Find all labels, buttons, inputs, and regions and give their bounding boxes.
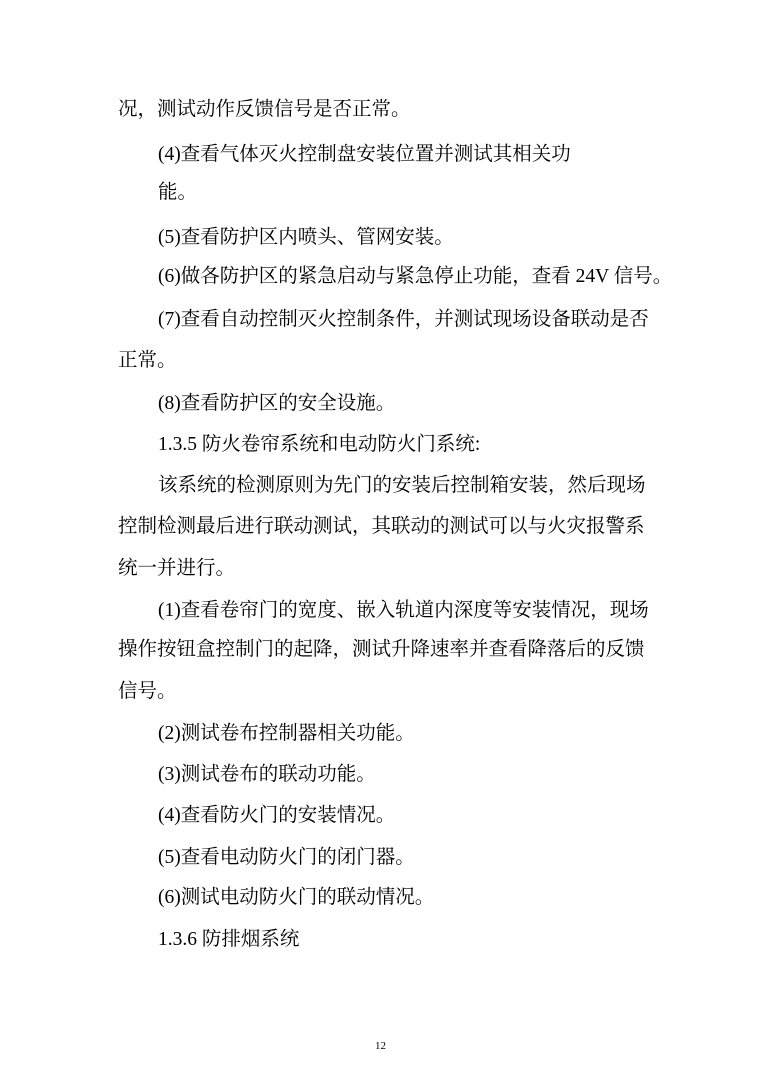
text-line: (4)查看气体灭火控制盘安装位置并测试其相关功 (158, 144, 571, 165)
text-line: 正常。 (118, 350, 177, 371)
text-line: (8)查看防护区的安全设施。 (158, 393, 396, 414)
text-line: (6)做各防护区的紧急启动与紧急停止功能，查看 24V 信号。 (158, 266, 673, 287)
text-line: (2)测试卷布控制器相关功能。 (158, 723, 415, 744)
text-line: 信号。 (118, 681, 177, 702)
text-line: 操作按钮盒控制门的起降，测试升降速率并查看降落后的反馈 (118, 639, 645, 660)
text-line: 该系统的检测原则为先门的安装后控制箱安装，然后现场 (158, 475, 646, 496)
text-line: 控制检测最后进行联动测试，其联动的测试可以与火灾报警系 (118, 516, 645, 537)
text-line: 况，测试动作反馈信号是否正常。 (118, 99, 411, 120)
page-number: 12 (375, 1040, 386, 1052)
text-line: (3)测试卷布的联动功能。 (158, 764, 376, 785)
text-line: (6)测试电动防火门的联动情况。 (158, 887, 435, 908)
section-heading: 1.3.5 防火卷帘系统和电动防火门系统: (158, 434, 481, 455)
text-line: (7)查看自动控制灭火控制条件，并测试现场设备联动是否 (158, 309, 649, 330)
text-line: (1)查看卷帘门的宽度、嵌入轨道内深度等安装情况，现场 (158, 600, 649, 621)
text-line: (5)查看防护区内喷头、管网安装。 (158, 227, 454, 248)
text-line: 统一并进行。 (118, 558, 236, 579)
text-line: (4)查看防火门的安装情况。 (158, 805, 396, 826)
section-heading: 1.3.6 防排烟系统 (158, 929, 300, 950)
text-line: 能。 (158, 182, 198, 203)
text-line: (5)查看电动防火门的闭门器。 (158, 847, 415, 868)
